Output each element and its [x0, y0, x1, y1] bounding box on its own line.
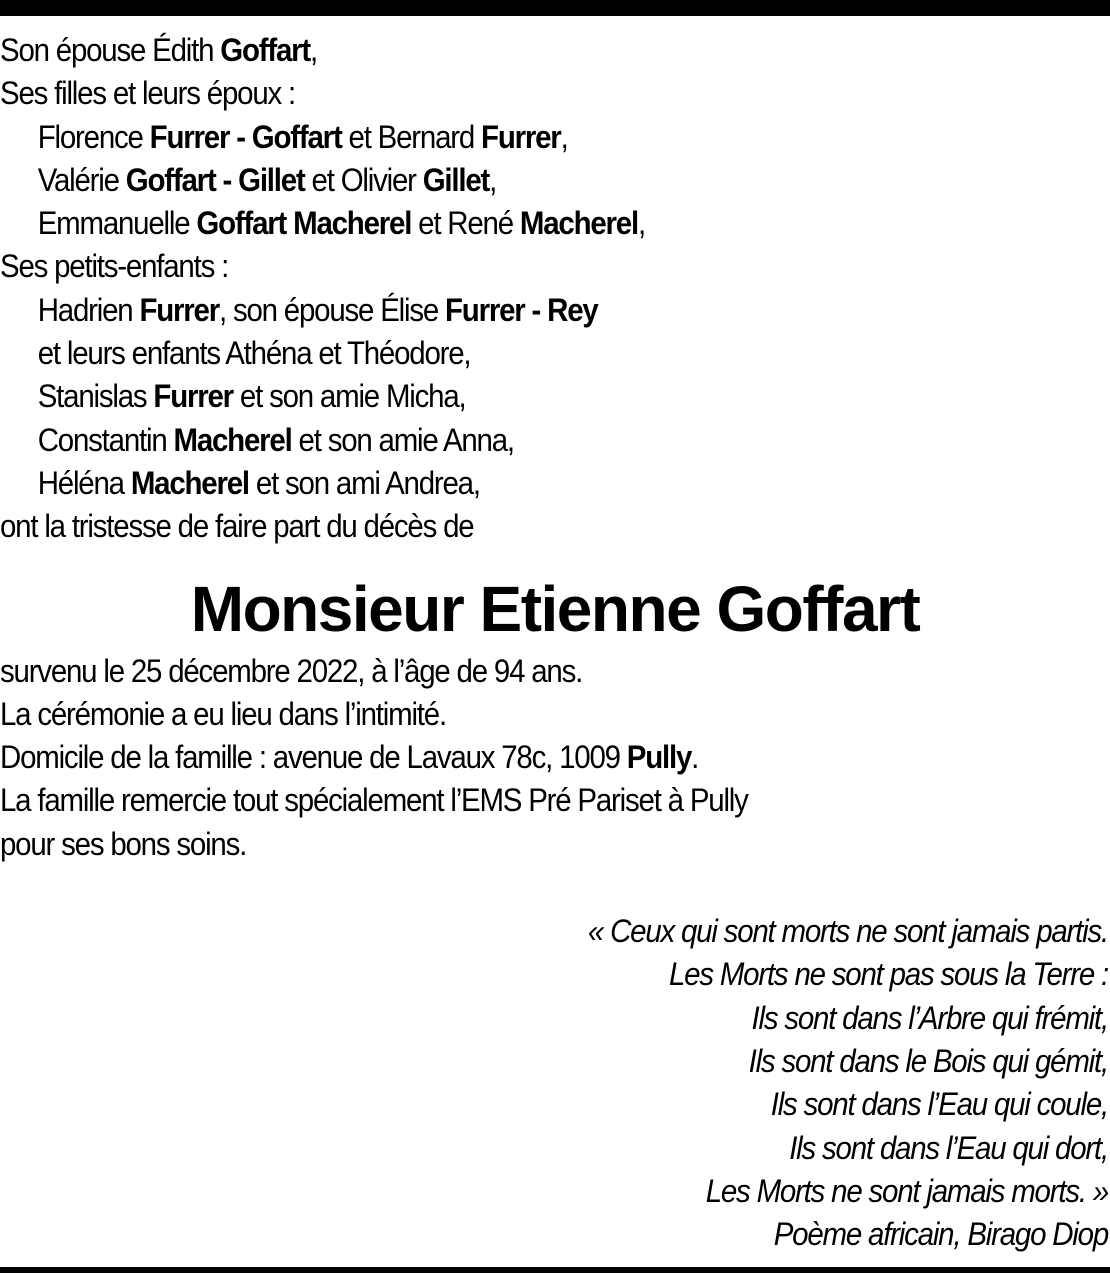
- family-line-grandchild-helena: Héléna Macherel et son ami Andrea,: [37, 464, 480, 501]
- poem-line: Ils sont dans l’Eau qui dort,: [789, 1129, 1108, 1166]
- detail-thanks: La famille remercie tout spécialement l’EMS Pré Pariset à Pully: [0, 782, 748, 819]
- poem-attribution: Poème africain, Birago Diop: [773, 1216, 1108, 1253]
- poem-line: Les Morts ne sont pas sous la Terre :: [668, 956, 1108, 993]
- poem-quote: [0, 910, 1110, 1256]
- poem-line: Ils sont dans l’Eau qui coule,: [770, 1086, 1108, 1123]
- family-line-spouse: Son épouse Édith Goffart,: [0, 32, 318, 68]
- family-line-grandchild-hadrien: Hadrien Furrer, son épouse Élise Furrer - Rey: [37, 291, 598, 328]
- family-line-daughter-valerie: Valérie Goffart - Gillet et Olivier Gillet,: [37, 161, 497, 198]
- bottom-rule: [0, 1267, 1110, 1273]
- family-line-daughters-heading: Ses filles et leurs époux :: [0, 75, 295, 112]
- family-line-daughter-florence: Florence Furrer - Goffart et Bernard Furrer,: [37, 118, 568, 155]
- announcement-line: ont la tristesse de faire part du décès de: [0, 508, 474, 545]
- poem-line: Les Morts ne sont jamais morts. »: [705, 1172, 1108, 1209]
- family-line-great-grandchildren: et leurs enfants Athéna et Théodore,: [37, 335, 471, 372]
- detail-thanks-continued: pour ses bons soins.: [0, 825, 247, 862]
- family-line-grandchild-stanislas: Stanislas Furrer et son amie Micha,: [37, 378, 466, 415]
- poem-line: Ils sont dans l’Arbre qui frémit,: [751, 999, 1108, 1036]
- family-line-daughter-emmanuelle: Emmanuelle Goffart Macherel et René Macherel,: [37, 205, 645, 242]
- detail-ceremony: La cérémonie a eu lieu dans l’intimité.: [0, 695, 446, 732]
- deceased-name: Monsieur Etienne Goffart: [190, 572, 920, 645]
- poem-line: Ils sont dans le Bois qui gémit,: [748, 1042, 1108, 1079]
- family-line-grandchild-constantin: Constantin Macherel et son amie Anna,: [37, 421, 514, 458]
- detail-date-age: survenu le 25 décembre 2022, à l’âge de 94 ans.: [0, 652, 583, 689]
- top-rule: [0, 0, 1110, 16]
- detail-family-address: Domicile de la famille : avenue de Lavaux 78c, 1009 Pully.: [0, 739, 699, 776]
- poem-line: « Ceux qui sont morts ne sont jamais partis.: [587, 913, 1108, 950]
- death-notice: [0, 29, 1110, 1256]
- family-line-grandchildren-heading: Ses petits-enfants :: [0, 248, 229, 285]
